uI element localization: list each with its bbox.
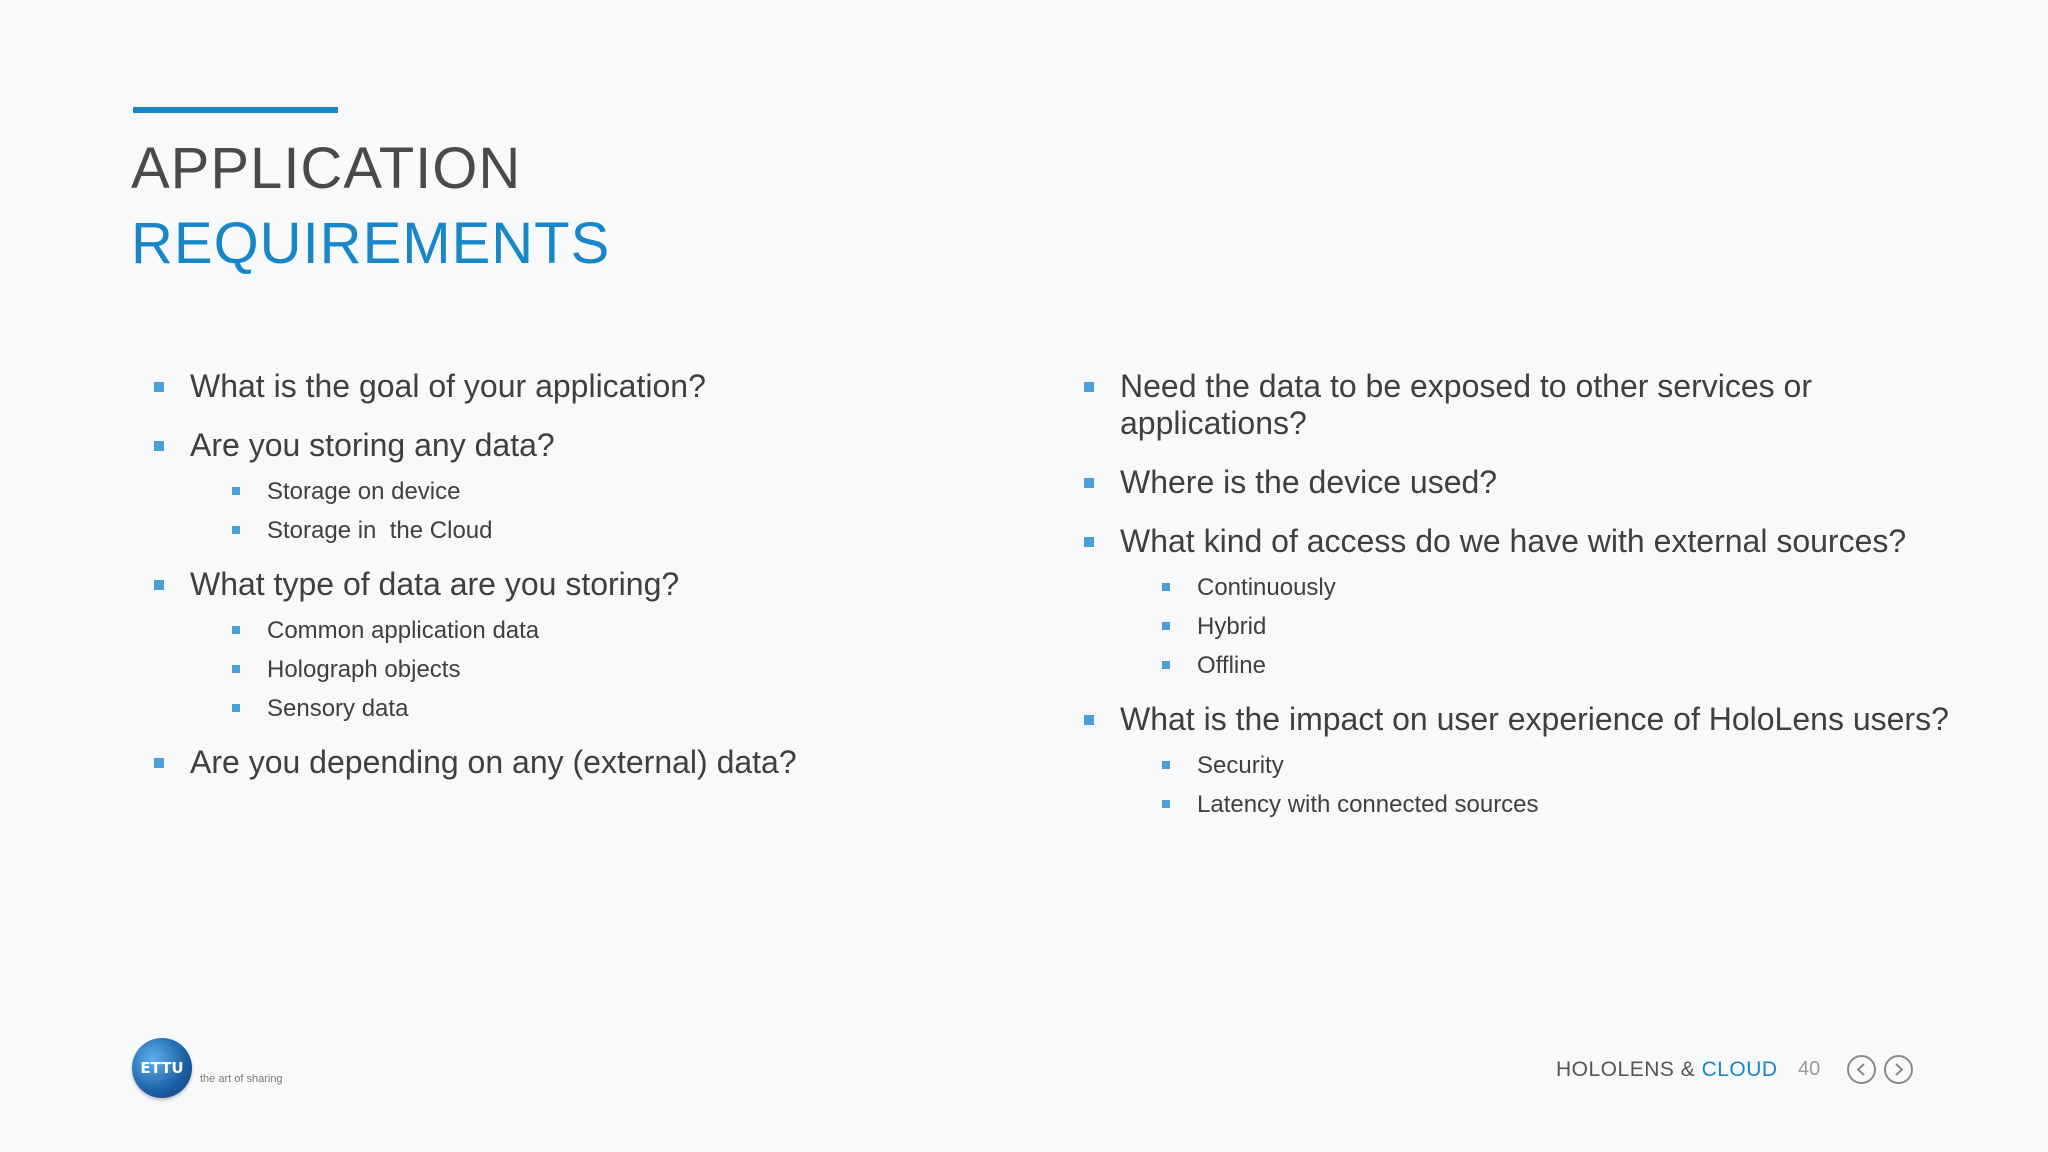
sub-bullet-text: Latency with connected sources: [1197, 791, 1539, 818]
bullet-item: [150, 368, 1030, 405]
sub-bullet-text: Common application data: [267, 617, 540, 644]
sub-bullet-item: [1120, 607, 1980, 646]
bullet-square-icon: [232, 704, 240, 712]
bullet-square-icon: [154, 441, 164, 451]
chevron-right-icon: [1891, 1062, 1906, 1077]
sub-bullet-item: [190, 472, 1030, 511]
sub-bullet-item: [1120, 746, 1980, 785]
bullet-item: [150, 744, 1030, 781]
logo-tagline: the art of sharing: [200, 1073, 283, 1085]
sub-bullet-text: Offline: [1197, 652, 1266, 679]
bullet-square-icon: [232, 665, 240, 673]
bullet-text: What type of data are you storing?: [190, 566, 680, 602]
bullet-text: What kind of access do we have with external sources?: [1120, 523, 1907, 559]
page-number: 40: [1798, 1058, 1821, 1080]
sub-bullet-item: [190, 611, 1030, 650]
bullet-square-icon: [1084, 715, 1094, 725]
footer-title-part1: HOLOLENS &: [1556, 1058, 1702, 1081]
bullet-item: [1080, 701, 1980, 824]
next-slide-button[interactable]: [1884, 1055, 1913, 1084]
right-bullet-list: [1080, 368, 1980, 840]
bullet-square-icon: [1162, 583, 1170, 591]
chevron-left-icon: [1854, 1062, 1869, 1077]
ettu-logo: [132, 1038, 192, 1098]
bullet-text: Where is the device used?: [1120, 464, 1498, 500]
slide-title-line-1: APPLICATION: [131, 136, 522, 201]
sub-bullet-text: Hybrid: [1197, 613, 1267, 640]
bullet-square-icon: [232, 526, 240, 534]
sub-bullet-list: [1120, 746, 1980, 824]
bullet-text: What is the impact on user experience of HoloLens users?: [1120, 701, 1949, 737]
sub-bullet-item: [1120, 568, 1980, 607]
bullet-text: What is the goal of your application?: [190, 368, 706, 404]
sub-bullet-item: [1120, 785, 1980, 824]
sub-bullet-item: [190, 689, 1030, 728]
sub-bullet-text: Sensory data: [267, 695, 409, 722]
title-accent-line: [133, 107, 338, 113]
bullet-text: Need the data to be exposed to other services or applications?: [1120, 368, 1812, 441]
slide-title-line-2: REQUIREMENTS: [131, 211, 611, 276]
sub-bullet-text: Continuously: [1197, 574, 1336, 601]
sub-bullet-item: [190, 650, 1030, 689]
sub-bullet-item: [1120, 646, 1980, 685]
bullet-item: [1080, 368, 1980, 442]
logo-text: ETTU: [140, 1059, 184, 1077]
sub-bullet-list: [190, 611, 1030, 728]
bullet-square-icon: [1084, 478, 1094, 488]
previous-slide-button[interactable]: [1847, 1055, 1876, 1084]
sub-bullet-text: Holograph objects: [267, 656, 461, 683]
bullet-square-icon: [232, 487, 240, 495]
bullet-text: Are you depending on any (external) data?: [190, 744, 797, 780]
bullet-square-icon: [154, 758, 164, 768]
sub-bullet-text: Security: [1197, 752, 1284, 779]
bullet-square-icon: [154, 382, 164, 392]
bullet-square-icon: [154, 580, 164, 590]
bullet-item: [1080, 523, 1980, 685]
bullet-item: [150, 566, 1030, 728]
bullet-square-icon: [1162, 800, 1170, 808]
left-bullet-list: [150, 368, 1030, 803]
sub-bullet-text: Storage on device: [267, 478, 461, 505]
bullet-square-icon: [1162, 622, 1170, 630]
bullet-text: Are you storing any data?: [190, 427, 555, 463]
bullet-square-icon: [1084, 537, 1094, 547]
footer-presentation-title: [1556, 1058, 1778, 1082]
footer-title-part2: CLOUD: [1701, 1058, 1778, 1081]
bullet-item: [1080, 464, 1980, 501]
bullet-square-icon: [1162, 761, 1170, 769]
sub-bullet-text: Storage in the Cloud: [267, 517, 493, 544]
bullet-square-icon: [1084, 382, 1094, 392]
bullet-square-icon: [1162, 661, 1170, 669]
bullet-square-icon: [232, 626, 240, 634]
sub-bullet-item: [190, 511, 1030, 550]
sub-bullet-list: [190, 472, 1030, 550]
bullet-item: [150, 427, 1030, 550]
sub-bullet-list: [1120, 568, 1980, 685]
